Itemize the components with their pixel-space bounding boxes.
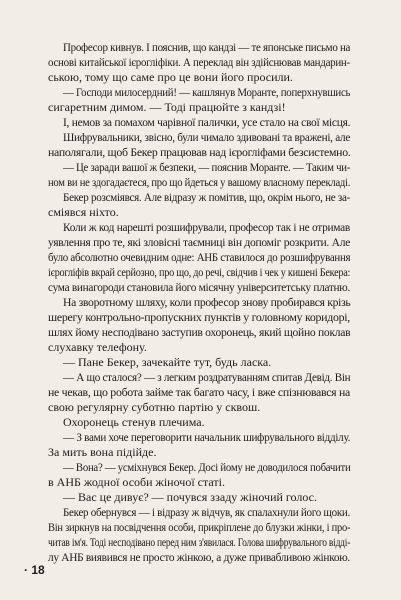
text-line: уявлення про те, які зловісні таємниці він допоміг розкрити. Але	[48, 235, 351, 249]
text-line: лу АНБ виявився не просто жінкою, а дуже привабливою жінкою.	[48, 550, 350, 564]
text-line: сигаретним димом. — Тоді працюйте з кандзі!	[48, 100, 286, 114]
text-line: ном ви не здогадаєтеся, про що йдеться у вашому власному перекладі.	[48, 175, 351, 189]
text-line: Професор кивнув. І пояснив, що кандзі — те японське письмо на	[63, 40, 351, 54]
text-line: шерегу контрольно-пропускних пунктів у головному коридорі,	[48, 310, 350, 324]
text-line: — Господи милосердний! — кашлянув Моранте, поперхнувшись	[63, 85, 351, 99]
text-line: слухавку телефону.	[48, 340, 147, 354]
text-line: ською, тому що саме про це вони його просили.	[48, 70, 293, 84]
text-line: Бекер обернувся — і відразу ж відчув, як спалахнули його щоки.	[63, 505, 351, 519]
text-line: Він зиркнув на посвідчення особи, прикріплене до блузки жінки, і про-	[48, 520, 351, 534]
text-line: шлях йому несподівано заступив охоронець, який щойно поклав	[48, 325, 351, 339]
text-line: наполягали, щоб Бекер працював над ієрогліфами безсистемно.	[48, 145, 351, 159]
text-line: основі китайської ієрогліфіки. А переклад він здійснював мандарин-	[48, 55, 350, 69]
text-line: За мить вона підійде.	[48, 445, 157, 459]
text-line: — Пане Бекер, зачекайте тут, будь ласка.	[63, 355, 272, 369]
text-line: читав ім'я. Тоді несподівано перед ним з'явилася. Голова шифрувального відді-	[48, 535, 351, 549]
text-line: сума винагороди становила його місячну університетську платню.	[48, 280, 351, 294]
text-line: було абсолютно очевидним одне: АНБ ставилося до розшифрування	[48, 250, 351, 264]
text-line: Коли ж код нарешті розшифрували, професор так і не отримав	[63, 220, 350, 234]
text-line: сміявся ніхто.	[48, 205, 119, 219]
text-line: — А що сталося? — з легким роздратуванням спитав Девід. Він	[63, 370, 351, 384]
text-line: свою регулярну суботню партію у сквош.	[48, 400, 261, 414]
text-line: І, немов за помахом чарівної палички, усе стало на свої місця.	[63, 115, 351, 129]
text-line: На зворотному шляху, коли професор знову пробирався крізь	[63, 295, 351, 309]
text-line: — Вона? — усміхнувся Бекер. Досі йому не доводилося побачити	[63, 460, 351, 474]
text-line: Шифрувальники, звісно, були чимало здивовані та вражені, але	[63, 130, 351, 144]
text-line: Охоронець стенув плечима.	[63, 415, 205, 429]
page-number: · 18	[24, 563, 45, 577]
text-line: Бекер розсміявся. Але відразу ж помітив, що, окрім нього, не за-	[63, 190, 351, 204]
text-line: ієрогліфів вкрай серйозно, про що, до речі, свідчив і чек у кишені Бекера:	[48, 265, 351, 279]
text-line: не чекав, що робота займе так багато часу, і вже спізнювався на	[48, 385, 351, 399]
text-line: — Вас це дивує? — почувся ззаду жіночий голос.	[63, 490, 318, 504]
text-line: — З вами хоче переговорити начальник шифрувального відділу.	[63, 430, 351, 444]
text-line: в АНБ жодної особи жіночої статі.	[48, 475, 225, 489]
text-line: — Це заради вашої ж безпеки, — пояснив Моранте. — Таким чи-	[63, 160, 351, 174]
